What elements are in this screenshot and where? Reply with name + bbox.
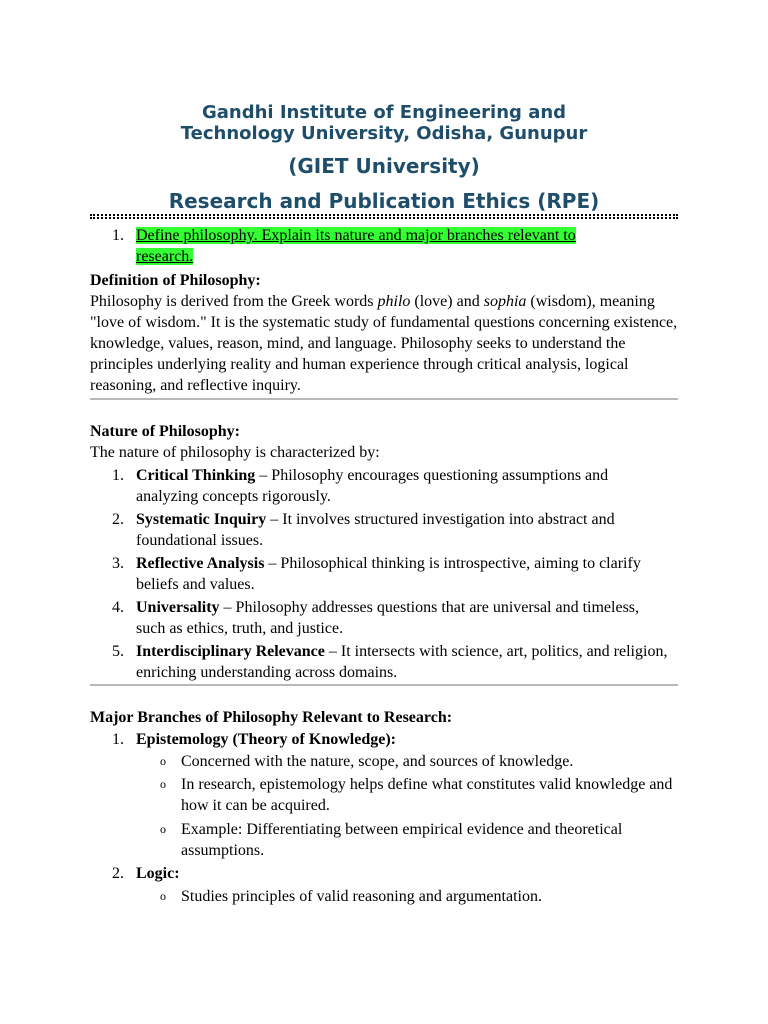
header-divider	[90, 214, 678, 216]
sub-list-item: o Example: Differentiating between empirical evidence and theoretical assumptions.	[160, 821, 623, 859]
bullet-icon: o	[160, 889, 166, 903]
list-item: 2. Systematic Inquiry – It involves structured investigation into abstract and foundational issues.	[112, 511, 615, 549]
question-text: Define philosophy. Explain its nature and major branches relevant to research.	[136, 227, 576, 265]
section-divider	[90, 684, 678, 686]
definition-section	[90, 270, 680, 396]
section-divider	[90, 398, 678, 400]
nature-intro: The nature of philosophy is characterized by:	[90, 444, 380, 461]
list-item: 1. Critical Thinking – Philosophy encourages questioning assumptions and analyzing concepts rigorously.	[112, 467, 609, 505]
question-number: 1.	[112, 227, 124, 244]
definition-heading: Definition of Philosophy:	[90, 272, 261, 289]
term-philo: philo	[377, 293, 411, 310]
list-item: 3. Reflective Analysis – Philosophical thinking is introspective, aiming to clarify beliefs and values.	[112, 555, 641, 593]
term-sophia: sophia	[483, 293, 527, 310]
header-divider-lower	[90, 217, 678, 219]
sub-list-item: o In research, epistemology helps define what constitutes valid knowledge and how it can be acquired.	[160, 776, 673, 814]
list-item: 2. Logic:	[112, 865, 180, 882]
bullet-icon: o	[160, 777, 166, 791]
definition-paragraph: Philosophy is derived from the Greek words philo (love) and sophia (wisdom), meaning "love of wisdom." It is the systematic study of fundamental questions concerning existence, knowledge, values, reason, mind, and language. Philosophy seeks to understand the principles underlying reality and human experience through critical analysis, logical reasoning, and reflective inquiry.	[90, 293, 678, 394]
sub-list-item: o Studies principles of valid reasoning and argumentation.	[160, 888, 542, 905]
list-item: 5. Interdisciplinary Relevance – It intersects with science, art, politics, and religion, enriching understanding across domains.	[112, 643, 668, 681]
question-1	[112, 226, 632, 267]
course-title: Research and Publication Ethics (RPE)	[168, 189, 600, 213]
university-title: (GIET University)	[288, 154, 480, 178]
sub-list-item: o Concerned with the nature, scope, and sources of knowledge.	[160, 753, 574, 770]
bullet-icon: o	[160, 754, 166, 768]
bullet-icon: o	[160, 822, 166, 836]
institution-title: Gandhi Institute of Engineering and Technology University, Odisha, Gunupur	[180, 102, 588, 144]
list-item: 1. Epistemology (Theory of Knowledge):	[112, 731, 396, 748]
branches-heading: Major Branches of Philosophy Relevant to Research:	[90, 709, 453, 726]
branches-section	[90, 707, 680, 728]
nature-section	[90, 421, 680, 463]
nature-heading: Nature of Philosophy:	[90, 423, 240, 440]
list-item: 4. Universality – Philosophy addresses questions that are universal and timeless, such as ethics, truth, and justice.	[112, 599, 640, 637]
branch-term: Epistemology (Theory of Knowledge):	[136, 731, 396, 748]
branch-term: Logic:	[136, 865, 180, 882]
